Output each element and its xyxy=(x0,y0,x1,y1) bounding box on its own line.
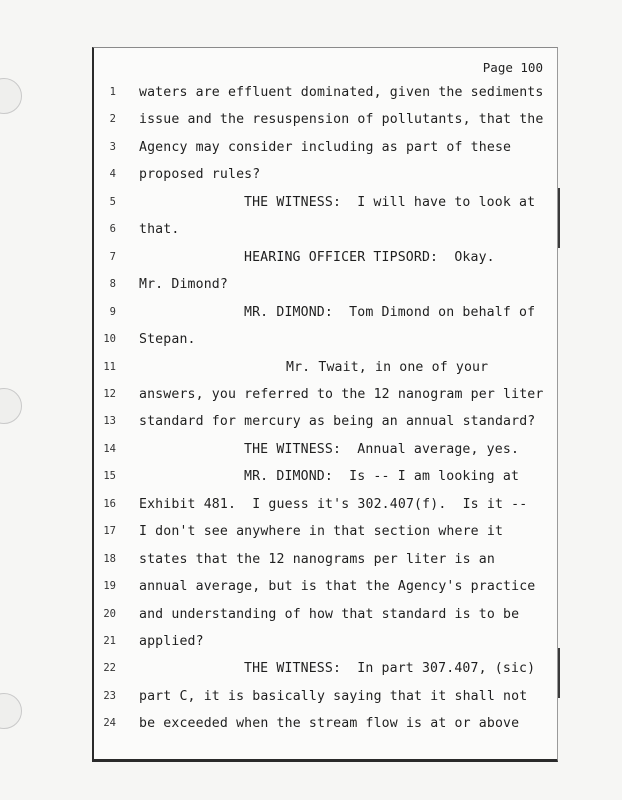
transcript-line: standard for mercury as being an annual standard? xyxy=(139,414,536,430)
transcript-line: part C, it is basically saying that it shall not xyxy=(139,688,528,704)
line-number: 12 xyxy=(103,387,116,400)
transcript-line: Mr. Dimond? xyxy=(139,277,228,293)
transcript-line: Agency may consider including as part of these xyxy=(139,139,512,155)
line-number: 24 xyxy=(103,717,116,730)
line-number: 7 xyxy=(109,250,116,263)
line-number: 21 xyxy=(103,635,116,647)
transcript-line: be exceeded when the stream flow is at or above xyxy=(139,716,520,732)
transcript-line: proposed rules? xyxy=(139,167,261,183)
transcript-line: THE WITNESS: In part 307.407, (sic) xyxy=(244,661,536,677)
transcript-line: HEARING OFFICER TIPSORD: Okay. xyxy=(244,249,495,265)
line-number: 6 xyxy=(109,223,116,236)
transcript-line: I don't see anywhere in that section where it xyxy=(139,524,504,540)
line-number: 20 xyxy=(103,607,116,620)
transcript-line: states that the 12 nanograms per liter is an xyxy=(139,551,495,567)
line-number: 22 xyxy=(103,662,116,675)
page-number: Page 100 xyxy=(482,60,543,75)
transcript-page xyxy=(92,47,558,762)
punch-hole-bottom xyxy=(0,693,22,729)
line-number: 14 xyxy=(103,442,116,455)
line-number: 11 xyxy=(103,360,116,373)
transcript-line: Stepan. xyxy=(139,332,196,348)
transcript-line: issue and the resuspension of pollutants, that the xyxy=(139,112,544,128)
line-number: 19 xyxy=(103,580,116,593)
line-number: 4 xyxy=(109,168,116,181)
margin-mark xyxy=(558,188,560,248)
transcript-line: Mr. Twait, in one of your xyxy=(286,359,489,375)
punch-hole-middle xyxy=(0,388,22,424)
punch-hole-top xyxy=(0,78,22,114)
margin-mark xyxy=(558,648,560,698)
line-number: 16 xyxy=(103,497,116,510)
transcript-line: waters are effluent dominated, given the sediments xyxy=(139,85,544,100)
transcript-line: Exhibit 481. I guess it's 302.407(f). Is it -- xyxy=(139,496,528,512)
transcript-line: and understanding of how that standard is to be xyxy=(139,606,520,622)
line-number: 2 xyxy=(109,113,116,126)
line-number: 13 xyxy=(103,415,116,428)
line-number: 23 xyxy=(103,689,116,702)
transcript-line: annual average, but is that the Agency's practice xyxy=(139,579,536,595)
line-number: 3 xyxy=(109,140,116,153)
transcript-line: that. xyxy=(139,222,180,238)
line-number: 15 xyxy=(103,470,116,483)
line-number: 8 xyxy=(109,278,116,291)
line-number: 18 xyxy=(103,552,116,565)
transcript-line: MR. DIMOND: Tom Dimond on behalf of xyxy=(244,304,536,320)
transcript-line: MR. DIMOND: Is -- I am looking at xyxy=(244,469,520,485)
line-number: 5 xyxy=(109,195,116,208)
line-number: 17 xyxy=(103,525,116,538)
line-number: 9 xyxy=(109,305,116,318)
transcript-line: THE WITNESS: I will have to look at xyxy=(244,194,536,210)
transcript-line: applied? xyxy=(139,634,204,649)
line-number: 10 xyxy=(103,333,116,346)
transcript-line: THE WITNESS: Annual average, yes. xyxy=(244,441,520,457)
transcript-line: answers, you referred to the 12 nanogram per liter xyxy=(139,386,544,402)
line-number: 1 xyxy=(109,86,116,98)
